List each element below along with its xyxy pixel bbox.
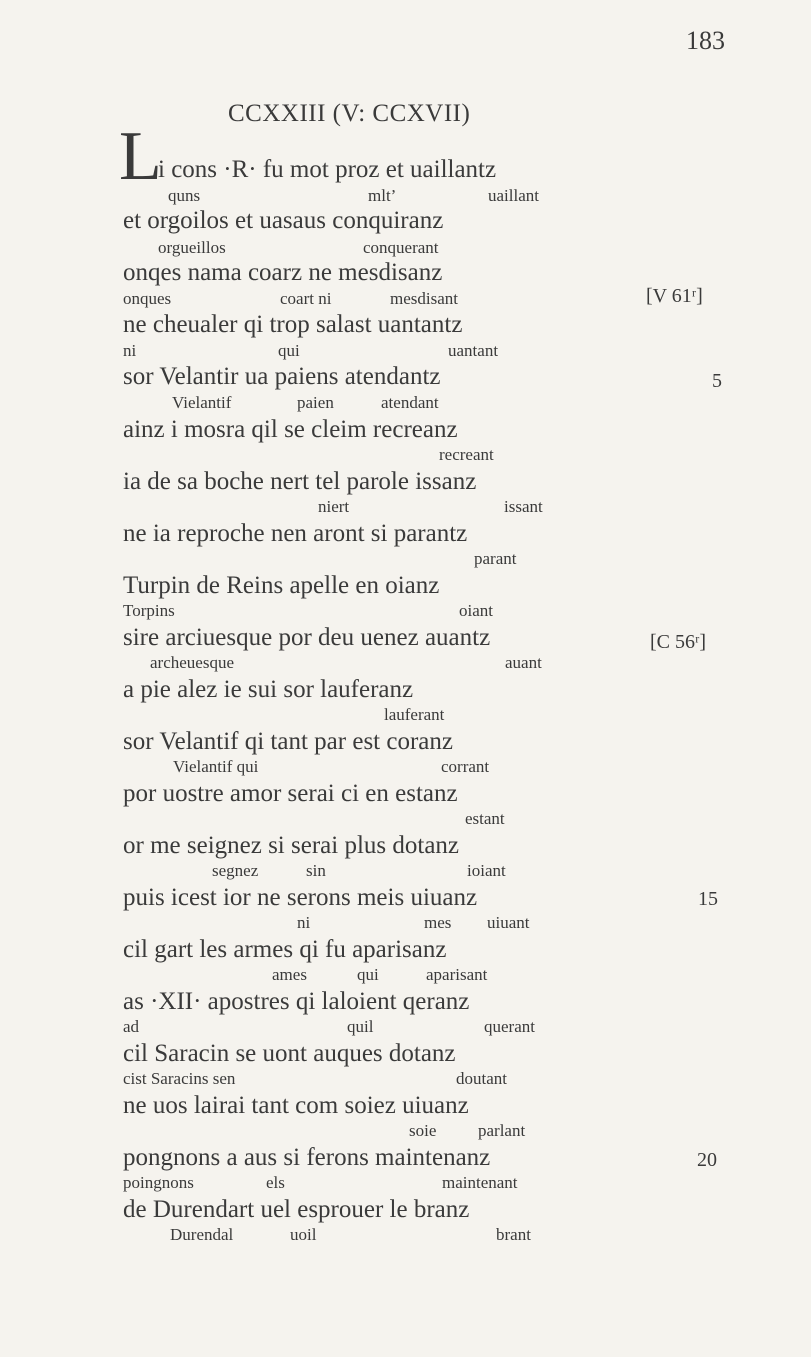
variant-reading: mes [424, 913, 452, 932]
verse-line: i cons ·R· fu mot proz et uaillantz [158, 156, 497, 183]
folio-reference: [V 61ʳ] [646, 285, 703, 307]
variant-reading: quil [347, 1017, 374, 1036]
variant-reading: mlt’ [368, 186, 397, 205]
variant-reading: mesdisant [390, 289, 458, 308]
variant-reading: aparisant [426, 965, 488, 984]
verse-line: de Durendart uel esprouer le branz [123, 1196, 470, 1223]
verse-line: as ·XII· apostres qi laloient qeranz [123, 988, 470, 1015]
variant-reading: onques [123, 289, 172, 308]
variant-reading: parant [474, 549, 517, 568]
verse-line: ne cheualer qi trop salast uantantz [123, 311, 463, 338]
variant-reading: cist Saracins sen [123, 1069, 236, 1088]
variant-reading: qui [357, 965, 379, 984]
variant-reading: estant [465, 809, 505, 828]
variant-reading: sin [306, 861, 326, 880]
variant-reading: Vielantif qui [173, 757, 259, 776]
verse-line: or me seignez si serai plus dotanz [123, 832, 460, 859]
verse-line: sor Velantir ua paiens atendantz [123, 363, 441, 390]
variant-reading: ames [272, 965, 307, 984]
variant-reading: niert [318, 497, 350, 516]
variant-reading: Torpins [123, 601, 175, 620]
variant-reading: orgueillos [158, 238, 226, 257]
verse-line: ainz i mosra qil se cleim recreanz [123, 416, 458, 443]
variant-reading: ioiant [467, 861, 506, 880]
line-number: 5 [712, 370, 722, 392]
variant-reading: soie [409, 1121, 437, 1140]
verse-line: sire arciuesque por deu uenez auantz [123, 624, 491, 651]
variant-reading: archeuesque [150, 653, 235, 672]
verse-line: ia de sa boche nert tel parole issanz [123, 468, 477, 495]
variant-reading: doutant [456, 1069, 507, 1088]
variant-reading: maintenant [442, 1173, 518, 1192]
verse-line: cil gart les armes qi fu aparisanz [123, 936, 447, 963]
verse-line: sor Velantif qi tant par est coranz [123, 728, 453, 755]
verse-line: puis icest ior ne serons meis uiuanz [123, 884, 478, 911]
variant-reading: recreant [439, 445, 494, 464]
variant-reading: coart ni [280, 289, 332, 308]
verse-line: Turpin de Reins apelle en oianz [123, 572, 440, 599]
variant-reading: corrant [441, 757, 490, 776]
verse-line: et orgoilos et uasaus conquiranz [123, 207, 444, 234]
verse-line: pongnons a aus si ferons maintenanz [123, 1144, 491, 1171]
line-number: 15 [698, 888, 718, 910]
variant-reading: querant [484, 1017, 535, 1036]
verse-line: ne uos lairai tant com soiez uiuanz [123, 1092, 469, 1119]
variant-reading: ad [123, 1017, 140, 1036]
verse-line: onqes nama coarz ne mesdisanz [123, 259, 443, 286]
drop-cap-initial: L [119, 118, 162, 195]
variant-reading: qui [278, 341, 300, 360]
variant-reading: Vielantif [172, 393, 232, 412]
verse-line: por uostre amor serai ci en estanz [123, 780, 458, 807]
variant-reading: auant [505, 653, 542, 672]
variant-reading: lauferant [384, 705, 445, 724]
variant-reading: ni [297, 913, 311, 932]
page-number: 183 [686, 26, 725, 55]
variant-reading: uaillant [488, 186, 539, 205]
variant-reading: quns [168, 186, 201, 205]
line-number: 20 [697, 1149, 717, 1171]
variant-reading: ni [123, 341, 137, 360]
variant-reading: brant [496, 1225, 531, 1244]
section-heading: CCXXIII (V: CCXVII) [228, 100, 471, 127]
verse-line: a pie alez ie sui sor lauferanz [123, 676, 414, 703]
verse-line: cil Saracin se uont auques dotanz [123, 1040, 456, 1067]
variant-reading: uantant [448, 341, 499, 360]
variant-reading: Durendal [170, 1225, 234, 1244]
variant-reading: conquerant [363, 238, 439, 257]
verse-line: ne ia reproche nen aront si parantz [123, 520, 468, 547]
variant-reading: uoil [290, 1225, 317, 1244]
variant-reading: atendant [381, 393, 439, 412]
variant-reading: paien [297, 393, 334, 412]
folio-reference: [C 56ʳ] [650, 631, 707, 653]
variant-reading: parlant [478, 1121, 526, 1140]
variant-reading: issant [504, 497, 543, 516]
variant-reading: uiuant [487, 913, 530, 932]
variant-reading: poingnons [123, 1173, 194, 1192]
variant-reading: segnez [212, 861, 259, 880]
variant-reading: els [266, 1173, 285, 1192]
variant-reading: oiant [459, 601, 493, 620]
